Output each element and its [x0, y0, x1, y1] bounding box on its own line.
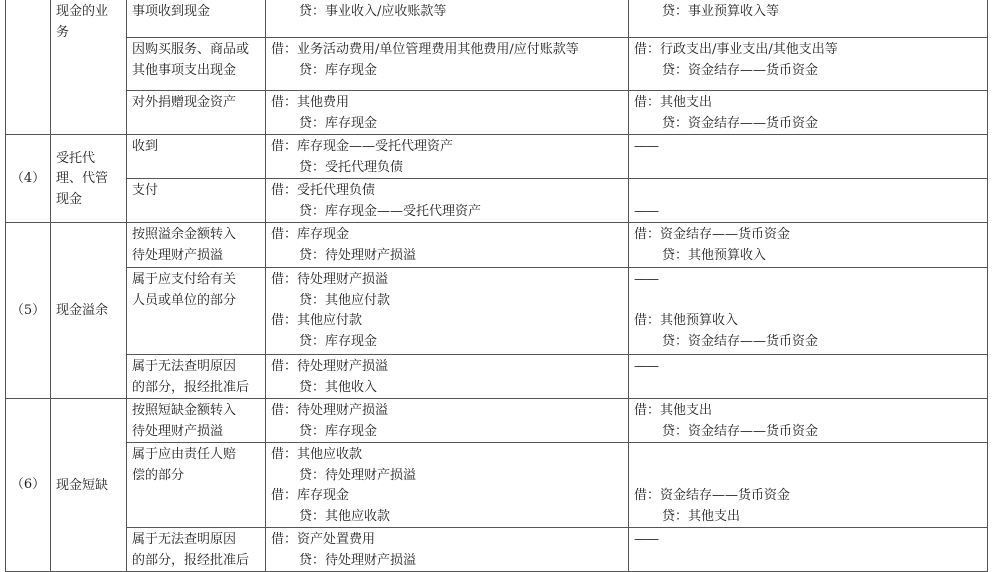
table-row: [6, 528, 988, 572]
item-line: 事项收到现金: [132, 4, 211, 19]
financial-accounting-entry: [266, 223, 629, 268]
table-body: [6, 0, 988, 572]
table-row: [6, 0, 988, 38]
table-row: [6, 355, 988, 399]
section-category: [51, 0, 127, 135]
item-line: 的部分，报经批准后: [132, 379, 250, 395]
entry-line: 贷：受托代理负债: [299, 159, 404, 175]
business-item: [127, 528, 266, 572]
item-line: 其他事项支出现金: [132, 62, 237, 78]
budget-accounting-entry: [629, 0, 988, 38]
business-item: [127, 443, 266, 528]
entry-line: 贷：资金结存——货币资金: [662, 62, 819, 78]
section-category: [51, 223, 127, 399]
table-row: [6, 443, 988, 528]
entry-line: ——: [634, 203, 658, 219]
entry-line: ——: [634, 139, 658, 154]
category-line: 现金溢余: [56, 303, 109, 319]
entry-line: 贷：待处理财产损溢: [299, 467, 417, 483]
budget-accounting-entry: [629, 135, 988, 179]
entry-line: 借：待处理财产损溢: [271, 272, 389, 287]
financial-accounting-entry: [266, 0, 629, 38]
section-number: （4）: [6, 135, 51, 223]
table-row: [6, 399, 988, 443]
item-line: 支付: [132, 183, 159, 198]
budget-accounting-entry: [629, 268, 988, 355]
entry-line: 贷：库存现金: [299, 423, 378, 439]
table-row: [6, 268, 988, 355]
business-item: [127, 91, 266, 135]
entry-line: 贷：待处理财产损溢: [299, 247, 417, 263]
entry-line: 贷：资金结存——货币资金: [662, 333, 819, 349]
entry-line: 借：其他应收款: [271, 447, 363, 462]
entry-line: 贷：其他支出: [662, 508, 741, 524]
financial-accounting-entry: [266, 355, 629, 399]
item-line: 属于无法查明原因: [132, 532, 237, 547]
entry-line: 贷：资金结存——货币资金: [662, 115, 819, 131]
entry-line: 借：待处理财产损溢: [271, 359, 389, 374]
entry-line: 借：其他应付款: [271, 313, 363, 328]
section-category: [51, 399, 127, 572]
entry-line: 借：资产处置费用: [271, 532, 376, 547]
entry-line: 贷：库存现金: [299, 115, 378, 131]
business-item: [127, 223, 266, 268]
item-line: 人员或单位的部分: [132, 292, 237, 308]
financial-accounting-entry: [266, 179, 629, 223]
item-line: 偿的部分: [132, 467, 185, 483]
item-line: 待处理财产损溢: [132, 247, 224, 263]
section-category: [51, 135, 127, 223]
budget-accounting-entry: [629, 528, 988, 572]
entry-line: 借：其他支出: [634, 95, 713, 110]
item-line: 因购买服务、商品或: [132, 42, 250, 57]
financial-accounting-entry: [266, 135, 629, 179]
section-number: [6, 0, 51, 135]
item-line: 的部分，报经批准后: [132, 552, 250, 568]
entry-line: 借：待处理财产损溢: [271, 403, 389, 418]
table-row: [6, 91, 988, 135]
budget-accounting-entry: [629, 223, 988, 268]
business-item: [127, 399, 266, 443]
business-item: [127, 0, 266, 38]
entry-line: 借：库存现金: [271, 488, 350, 503]
accounting-entries-table: [5, 0, 988, 572]
table-row: [6, 38, 988, 91]
entry-line: 借：库存现金: [271, 227, 350, 242]
entry-line: 借：受托代理负债: [271, 183, 376, 198]
table-row: [6, 223, 988, 268]
item-line: 属于无法查明原因: [132, 359, 237, 374]
category-line: 现金: [56, 191, 83, 207]
entry-line: 贷：其他收入: [299, 379, 378, 395]
item-line: 属于应由责任人赔: [132, 447, 237, 462]
item-line: 属于应支付给有关: [132, 272, 237, 287]
section-number: （6）: [6, 399, 51, 572]
item-line: 待处理财产损溢: [132, 423, 224, 439]
entry-line: 借：其他费用: [271, 95, 350, 110]
entry-line: ——: [634, 532, 658, 547]
entry-line: [634, 181, 982, 202]
business-item: [127, 355, 266, 399]
entry-line: 贷：其他预算收入: [662, 247, 767, 263]
entry-line: 贷：事业收入/应收账款等: [299, 4, 447, 19]
business-item: [127, 135, 266, 179]
table-row: [6, 135, 988, 179]
entry-line: [634, 466, 982, 487]
budget-accounting-entry: [629, 399, 988, 443]
entry-line: 贷：待处理财产损溢: [299, 552, 417, 568]
category-line: 受托代: [56, 150, 96, 166]
entry-line: 贷：其他应收款: [299, 508, 391, 524]
entry-line: 借：资金结存——货币资金: [634, 488, 791, 503]
entry-line: ——: [634, 272, 658, 287]
section-number: （5）: [6, 223, 51, 399]
financial-accounting-entry: [266, 268, 629, 355]
entry-line: 借：行政支出/事业支出/其他支出等: [634, 42, 838, 57]
business-item: [127, 179, 266, 223]
entry-line: 贷：其他应付款: [299, 292, 391, 308]
entry-line: 贷：事业预算收入等: [662, 4, 780, 19]
item-line: 收到: [132, 139, 159, 154]
financial-accounting-entry: [266, 443, 629, 528]
business-item: [127, 268, 266, 355]
entry-line: [634, 445, 982, 466]
entry-line: 借：其他预算收入: [634, 313, 739, 328]
item-line: 按照溢余金额转入: [132, 227, 237, 242]
budget-accounting-entry: [629, 91, 988, 135]
category-line: 现金的业: [56, 4, 109, 19]
financial-accounting-entry: [266, 38, 629, 91]
category-line: 务: [56, 24, 70, 40]
business-item: [127, 38, 266, 91]
entry-line: ——: [634, 359, 658, 374]
category-line: 现金短缺: [56, 477, 109, 493]
item-line: 按照短缺金额转入: [132, 403, 237, 418]
entry-line: 贷：库存现金——受托代理资产: [299, 203, 482, 219]
budget-accounting-entry: [629, 38, 988, 91]
entry-line: [634, 291, 982, 312]
item-line: 对外捐赠现金资产: [132, 95, 237, 110]
entry-line: 借：业务活动费用/单位管理费用其他费用/应付账款等: [271, 42, 579, 57]
entry-line: 借：库存现金——受托代理资产: [271, 139, 454, 154]
category-line: 理、代管: [56, 171, 109, 187]
financial-accounting-entry: [266, 91, 629, 135]
budget-accounting-entry: [629, 179, 988, 223]
entry-line: 贷：资金结存——货币资金: [662, 423, 819, 439]
table-row: [6, 179, 988, 223]
financial-accounting-entry: [266, 399, 629, 443]
budget-accounting-entry: [629, 355, 988, 399]
entry-line: 贷：库存现金: [299, 333, 378, 349]
budget-accounting-entry: [629, 443, 988, 528]
entry-line: 借：其他支出: [634, 403, 713, 418]
entry-line: 贷：库存现金: [299, 62, 378, 78]
entry-line: 借：资金结存——货币资金: [634, 227, 791, 242]
financial-accounting-entry: [266, 528, 629, 572]
